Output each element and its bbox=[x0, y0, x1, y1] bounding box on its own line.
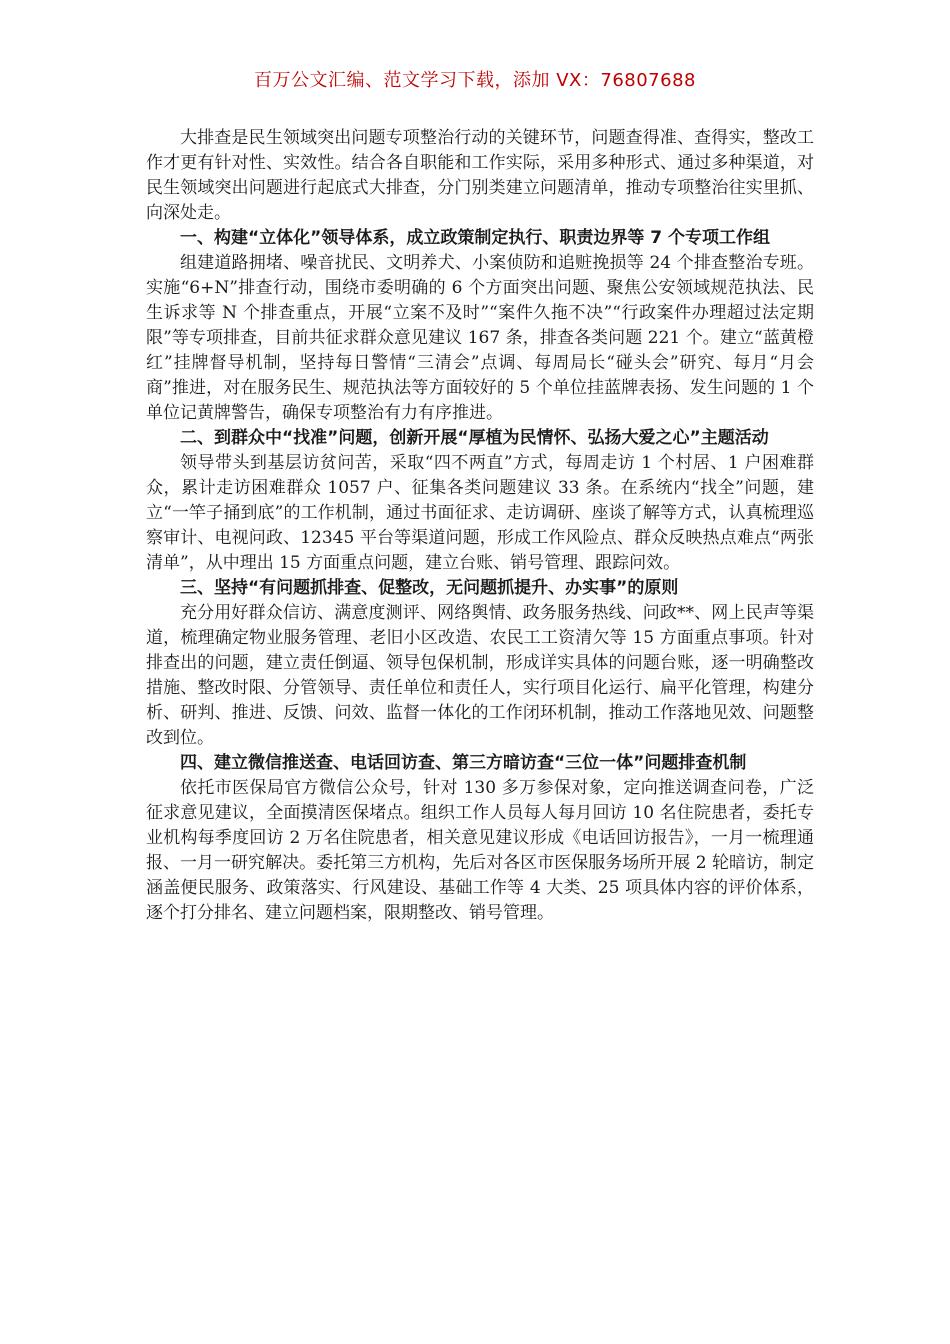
section-body-1: 组建道路拥堵、噪音扰民、文明养犬、小案侦防和追赃挽损等 24 个排查整治专班。实施“6+N”排查行动，围绕市委明确的 6 个方面突出问题、聚焦公安领域规范执法、民生诉求等 N 个排查重点，开展“立案不及时”“案件久拖不决”“行政案件办理超过法定期限”等专项排查，目前共征求群众意见建议 167 条，排查各类问题 221 个。建立“蓝黄橙红”挂牌督导机制，坚持每日警情“三清会”点调、每周局长“碰头会”研究、每月“月会商”推进，对在服务民生、规范执法等方面较好的 5 个单位挂蓝牌表扬、发生问题的 1 个单位记黄牌警告，确保专项整治有力有序推进。 bbox=[146, 253, 814, 423]
section-heading-4: 四、建立微信推送查、电话回访查、第三方暗访查“三位一体”问题排查机制 bbox=[180, 753, 747, 773]
section-heading-2: 二、到群众中“找准”问题，创新开展“厚植为民情怀、弘扬大爱之心”主题活动 bbox=[180, 428, 769, 448]
section-body-2: 领导带头到基层访贫问苦，采取“四不两直”方式，每周走访 1 个村居、1 户困难群众，累计走访困难群众 1057 户、征集各类问题建议 33 条。在系统内“找全”问题，建立“一竿子捅到底”的工作机制，通过书面征求、走访调研、座谈了解等方式，认真梳理巡察审计、电视问政、12345 平台等渠道问题，形成工作风险点、群众反映热点难点“两张清单”，从中理出 15 方面重点问题，建立台账、销号管理、跟踪问效。 bbox=[146, 453, 814, 573]
section-heading-1: 一、构建“立体化”领导体系，成立政策制定执行、职责边界等 7 个专项工作组 bbox=[180, 228, 771, 248]
section-body-4: 依托市医保局官方微信公众号，针对 130 多万参保对象，定向推送调查问卷，广泛征求意见建议，全面摸清医保堵点。组织工作人员每人每月回访 10 名住院患者，委托专业机构每季度回访 2 万名住院患者，相关意见建议形成《电话回访报告》，一月一梳理通报、一月一研究解决。委托第三方机构，先后对各区市医保服务场所开展 2 轮暗访，制定涵盖便民服务、政策落实、行风建设、基础工作等 4 大类、25 项具体内容的评价体系，逐个打分排名、建立问题档案，限期整改、销号管理。 bbox=[146, 778, 814, 923]
document-body bbox=[146, 126, 814, 926]
section-body-3: 充分用好群众信访、满意度测评、网络舆情、政务服务热线、问政**、网上民声等渠道，梳理确定物业服务管理、老旧小区改造、农民工工资清欠等 15 方面重点事项。针对排查出的问题，建立责任倒逼、领导包保机制，形成详实具体的问题台账，逐一明确整改措施、整改时限、分管领导、责任单位和责任人，实行项目化运行、扁平化管理，构建分析、研判、推进、反馈、问效、监督一体化的工作闭环机制，推动工作落地见效、问题整改到位。 bbox=[146, 603, 814, 748]
section-heading-3: 三、坚持“有问题抓排查、促整改，无问题抓提升、办实事”的原则 bbox=[180, 578, 679, 598]
intro-paragraph: 大排查是民生领域突出问题专项整治行动的关键环节，问题查得准、查得实，整改工作才更有针对性、实效性。结合各自职能和工作实际，采用多种形式、通过多种渠道，对民生领域突出问题进行起底式大排查，分门别类建立问题清单，推动专项整治往实里抓、向深处走。 bbox=[146, 128, 814, 223]
header-banner: 百万公文汇编、范文学习下载，添加 VX：76807688 bbox=[254, 70, 696, 91]
